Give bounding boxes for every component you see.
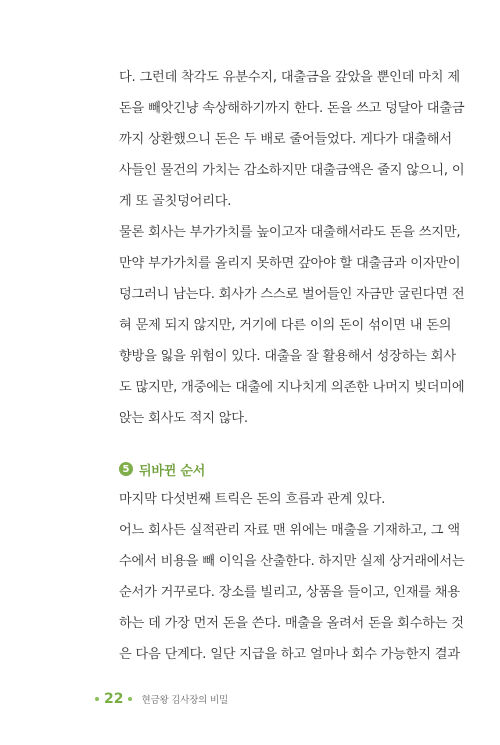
text-line: 앉는 회사도 적지 않다. bbox=[119, 411, 248, 426]
section-number-badge: 5 bbox=[119, 462, 133, 476]
text-line: 도 많지만, 개중에는 대출에 지나치게 의존한 나머지 빚더미에 bbox=[119, 380, 465, 395]
section-title: 뒤바뀐 순서 bbox=[139, 463, 206, 479]
text-line: 하는 데 가장 먼저 돈을 쓴다. 매출을 올려서 돈을 회수하는 것 bbox=[119, 616, 464, 631]
text-line: 돈을 빼앗긴냥 속상해하기까지 한다. 돈을 쓰고 덩달아 대출금 bbox=[119, 101, 465, 116]
text-line: 만약 부가가치를 올리지 못하면 갚아야 할 대출금과 이자만이 bbox=[119, 256, 461, 271]
paragraph-4 bbox=[119, 515, 465, 670]
footer-dot-left bbox=[95, 697, 99, 701]
page-footer bbox=[90, 689, 228, 709]
body-text bbox=[119, 62, 465, 670]
paragraph-3 bbox=[119, 484, 457, 515]
paragraph-2 bbox=[119, 217, 465, 434]
text-line: 물론 회사는 부가가치를 높이고자 대출해서라도 돈을 쓰지만, bbox=[119, 225, 461, 240]
book-title: 현금왕 김사장의 비밀 bbox=[141, 695, 228, 706]
text-line: 게 또 골칫덩어리다. bbox=[119, 194, 232, 209]
text-line: 은 다음 단계다. 일단 지급을 하고 얼마나 회수 가능한지 결과 bbox=[119, 647, 460, 662]
text-line: 덩그러니 남는다. 회사가 스스로 벌어들인 자금만 굴린다면 전 bbox=[119, 287, 465, 302]
paragraph-1 bbox=[119, 62, 465, 217]
text-line: 향방을 잃을 위험이 있다. 대출을 잘 활용해서 성장하는 회사 bbox=[119, 349, 456, 364]
text-line: 어느 회사든 실적관리 자료 맨 위에는 매출을 기재하고, 그 액 bbox=[119, 523, 460, 538]
paragraph-spacer bbox=[119, 434, 457, 450]
section-heading bbox=[119, 456, 457, 482]
text-line: 다. 그런데 착각도 유분수지, 대출금을 갚았을 뿐인데 마치 제 bbox=[119, 70, 460, 85]
footer-dot-right bbox=[128, 697, 132, 701]
text-line: 까지 상환했으니 돈은 두 배로 줄어들었다. 게다가 대출해서 bbox=[119, 132, 452, 147]
text-line: 수에서 비용을 빼 이익을 산출한다. 하지만 실제 상거래에서는 bbox=[119, 554, 465, 569]
text-line: 혀 문제 되지 않지만, 거기에 다른 이의 돈이 섞이면 내 돈의 bbox=[119, 318, 452, 333]
text-line: 마지막 다섯번째 트릭은 돈의 흐름과 관계 있다. bbox=[119, 492, 386, 507]
text-line: 순서가 거꾸로다. 장소를 빌리고, 상품을 들이고, 인재를 채용 bbox=[119, 585, 460, 600]
text-line: 사들인 물건의 가치는 감소하지만 대출금액은 줄지 않으니, 이 bbox=[119, 163, 465, 178]
page-number: 22 bbox=[104, 691, 124, 707]
